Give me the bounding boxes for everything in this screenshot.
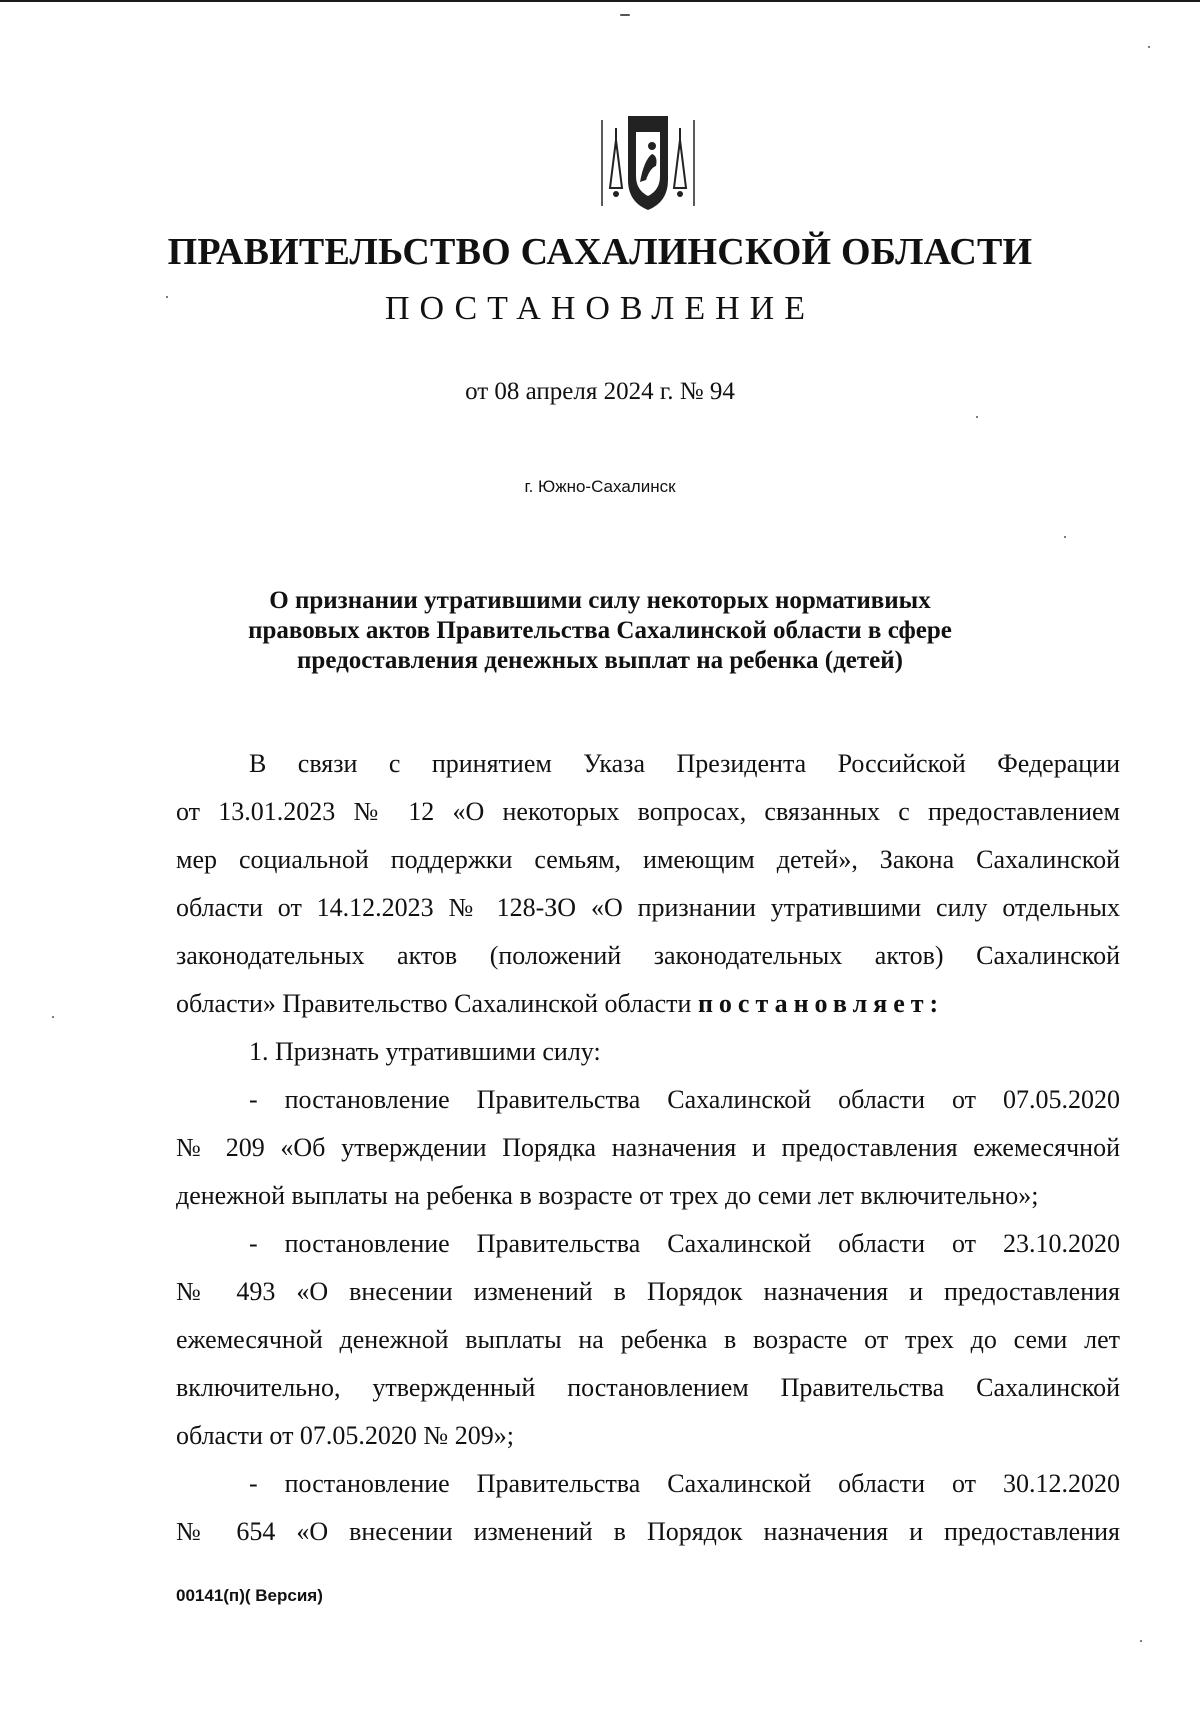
document-body xyxy=(176,740,1120,1556)
body-line: - постановление Правительства Сахалинской области от 30.12.2020 xyxy=(249,1469,1120,1498)
body-line: законодательных актов (положений законодательных актов) Сахалинской xyxy=(176,941,1120,970)
item-heading: 1. Признать утратившими силу: xyxy=(249,1037,601,1066)
scan-speck xyxy=(1064,536,1066,538)
body-line xyxy=(176,980,1120,1028)
footer-version-code: 00141(п)( Версия) xyxy=(176,1586,323,1605)
body-line: - постановление Правительства Сахалинской области от 07.05.2020 xyxy=(249,1085,1120,1114)
body-line: области от 14.12.2023 № 128-ЗО «О признании утратившими силу отдельных xyxy=(176,893,1120,922)
scan-speck xyxy=(1140,1640,1142,1642)
decree-city: г. Южно-Сахалинск xyxy=(524,477,676,496)
coat-of-arms-icon xyxy=(600,110,696,214)
scan-speck xyxy=(976,416,978,418)
body-line: включительно, утвержденный постановлением Правительства Сахалинской xyxy=(176,1373,1120,1402)
document-title-line: О признании утратившими силу некоторых нормативиых xyxy=(269,587,931,614)
decree-heading: ПОСТАНОВЛЕНИЕ xyxy=(384,290,816,327)
government-name: ПРАВИТЕЛЬСТВО САХАЛИНСКОЙ ОБЛАСТИ xyxy=(167,231,1033,273)
body-line: № 493 «О внесении изменений в Порядок назначения и предоставления xyxy=(176,1277,1120,1306)
decree-verb: постановляет: xyxy=(697,989,945,1018)
document-title-line: предоставления денежных выплат на ребенка (детей) xyxy=(297,647,903,674)
body-line: № 654 «О внесении изменений в Порядок назначения и предоставления xyxy=(176,1517,1120,1546)
body-text: области» Правительство Сахалинской области xyxy=(176,989,698,1018)
body-line: ежемесячной денежной выплаты на ребенка в возрасте от трех до семи лет xyxy=(176,1325,1120,1354)
scan-edge-line xyxy=(0,0,1200,2)
scan-speck xyxy=(620,14,630,16)
document-title xyxy=(230,586,970,676)
document-title-line: правовых актов Правительства Сахалинской области в сфере xyxy=(248,617,952,644)
body-line: денежной выплаты на ребенка в возрасте от трех до семи лет включительно»; xyxy=(176,1181,1039,1210)
body-line: от 13.01.2023 № 12 «О некоторых вопросах, связанных с предоставлением xyxy=(176,797,1120,826)
scan-speck xyxy=(52,1016,54,1018)
body-line: В связи с принятием Указа Президента Российской Федерации xyxy=(249,749,1120,778)
decree-date-number: от 08 апреля 2024 г. № 94 xyxy=(465,378,735,405)
scan-speck xyxy=(1148,46,1150,48)
body-line: мер социальной поддержки семьям, имеющим детей», Закона Сахалинской xyxy=(176,845,1120,874)
body-line: - постановление Правительства Сахалинской области от 23.10.2020 xyxy=(249,1229,1120,1258)
body-line: № 209 «Об утверждении Порядка назначения и предоставления ежемесячной xyxy=(176,1133,1120,1162)
body-line: области от 07.05.2020 № 209»; xyxy=(176,1421,514,1450)
